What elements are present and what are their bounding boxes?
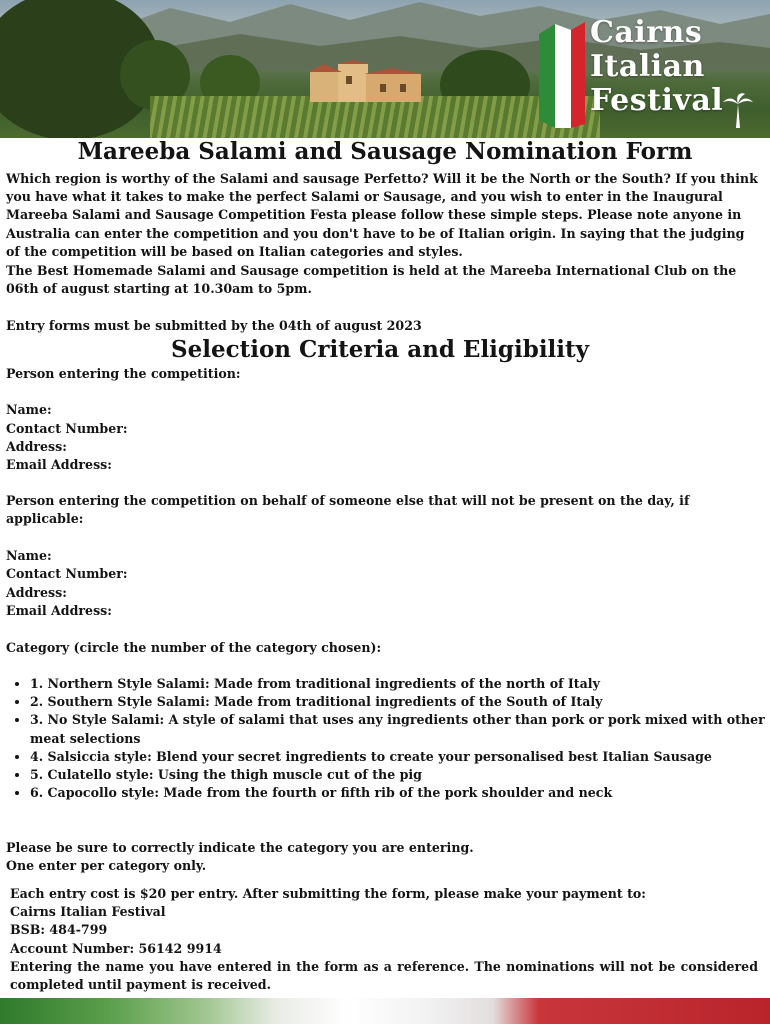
contact-number-field[interactable]: Contact Number:	[6, 421, 128, 436]
one-entry-note: One enter per category only.	[6, 858, 207, 873]
logo-line-2: Italian	[590, 49, 705, 84]
category-item-1[interactable]: • 1. Northern Style Salami: Made from traditional ingredients of the north of Italy	[30, 675, 770, 693]
behalf-contact-number-field[interactable]: Contact Number:	[6, 566, 128, 581]
category-item-3[interactable]: • 3. No Style Salami: A style of salami that uses any ingredients other than pork or pork mixed with other meat selections	[30, 711, 770, 747]
entry-deadline: Entry forms must be submitted by the 04th of august 2023	[6, 318, 422, 333]
category-list	[6, 675, 770, 802]
bsb-number: BSB: 484-799	[10, 922, 108, 937]
festival-logo	[537, 14, 762, 130]
header-banner-image	[0, 0, 770, 138]
payment-reference-note: Entering the name you have entered in the form as a reference. The nominations will not be considered completed until payment is received.	[10, 959, 758, 993]
logo-line-1: Cairns	[590, 15, 703, 50]
form-title: Mareeba Salami and Sausage Nomination Form	[77, 138, 693, 165]
category-item-5[interactable]: • 5. Culatello style: Using the thigh muscle cut of the pig	[30, 766, 770, 784]
behalf-heading: Person entering the competition on behalf of someone else that will not be present on the day, if applicable:	[6, 493, 690, 527]
footer-flag-band	[0, 998, 770, 1024]
category-item-6[interactable]: • 6. Capocollo style: Made from the fourth or fifth rib of the pork shoulder and neck	[30, 784, 770, 802]
event-details: The Best Homemade Salami and Sausage competition is held at the Mareeba International Club on the 06th of august starting at 10.30am to 5pm.	[6, 263, 737, 297]
palm-tree-icon	[723, 92, 753, 128]
name-field[interactable]: Name:	[6, 402, 52, 417]
payee-name: Cairns Italian Festival	[10, 904, 166, 919]
behalf-address-field[interactable]: Address:	[6, 585, 67, 600]
person-heading: Person entering the competition:	[6, 366, 241, 381]
behalf-email-address-field[interactable]: Email Address:	[6, 603, 112, 618]
category-heading: Category (circle the number of the category chosen):	[6, 640, 382, 655]
account-number: Account Number: 56142 9914	[10, 941, 222, 956]
address-field[interactable]: Address:	[6, 439, 67, 454]
category-note: Please be sure to correctly indicate the category you are entering.	[6, 840, 474, 855]
email-address-field[interactable]: Email Address:	[6, 457, 112, 472]
payment-instructions: Each entry cost is $20 per entry. After submitting the form, please make your payment to:	[10, 886, 646, 901]
intro-paragraph: Which region is worthy of the Salami and sausage Perfetto? Will it be the North or the South? If you think you have what it takes to make the perfect Salami or Sausage, and you wish to enter in the Inaugural Mareeba Salami and Sausage Competition Festa please follow these simple steps. Please note anyone in Australia can enter the competition and you don't have to be of Italian origin. In saying that the judging of the competition will be based on Italian categories and styles.	[6, 171, 758, 259]
villa-image	[300, 60, 425, 105]
category-item-4[interactable]: • 4. Salsiccia style: Blend your secret ingredients to create your personalised best Italian Sausage	[30, 748, 770, 766]
category-item-2[interactable]: • 2. Southern Style Salami: Made from traditional ingredients of the South of Italy	[30, 693, 770, 711]
selection-criteria-heading: Selection Criteria and Eligibility	[170, 336, 590, 363]
logo-line-3: Festival	[590, 83, 724, 118]
italian-flag-icon	[537, 20, 587, 128]
behalf-name-field[interactable]: Name:	[6, 548, 52, 563]
